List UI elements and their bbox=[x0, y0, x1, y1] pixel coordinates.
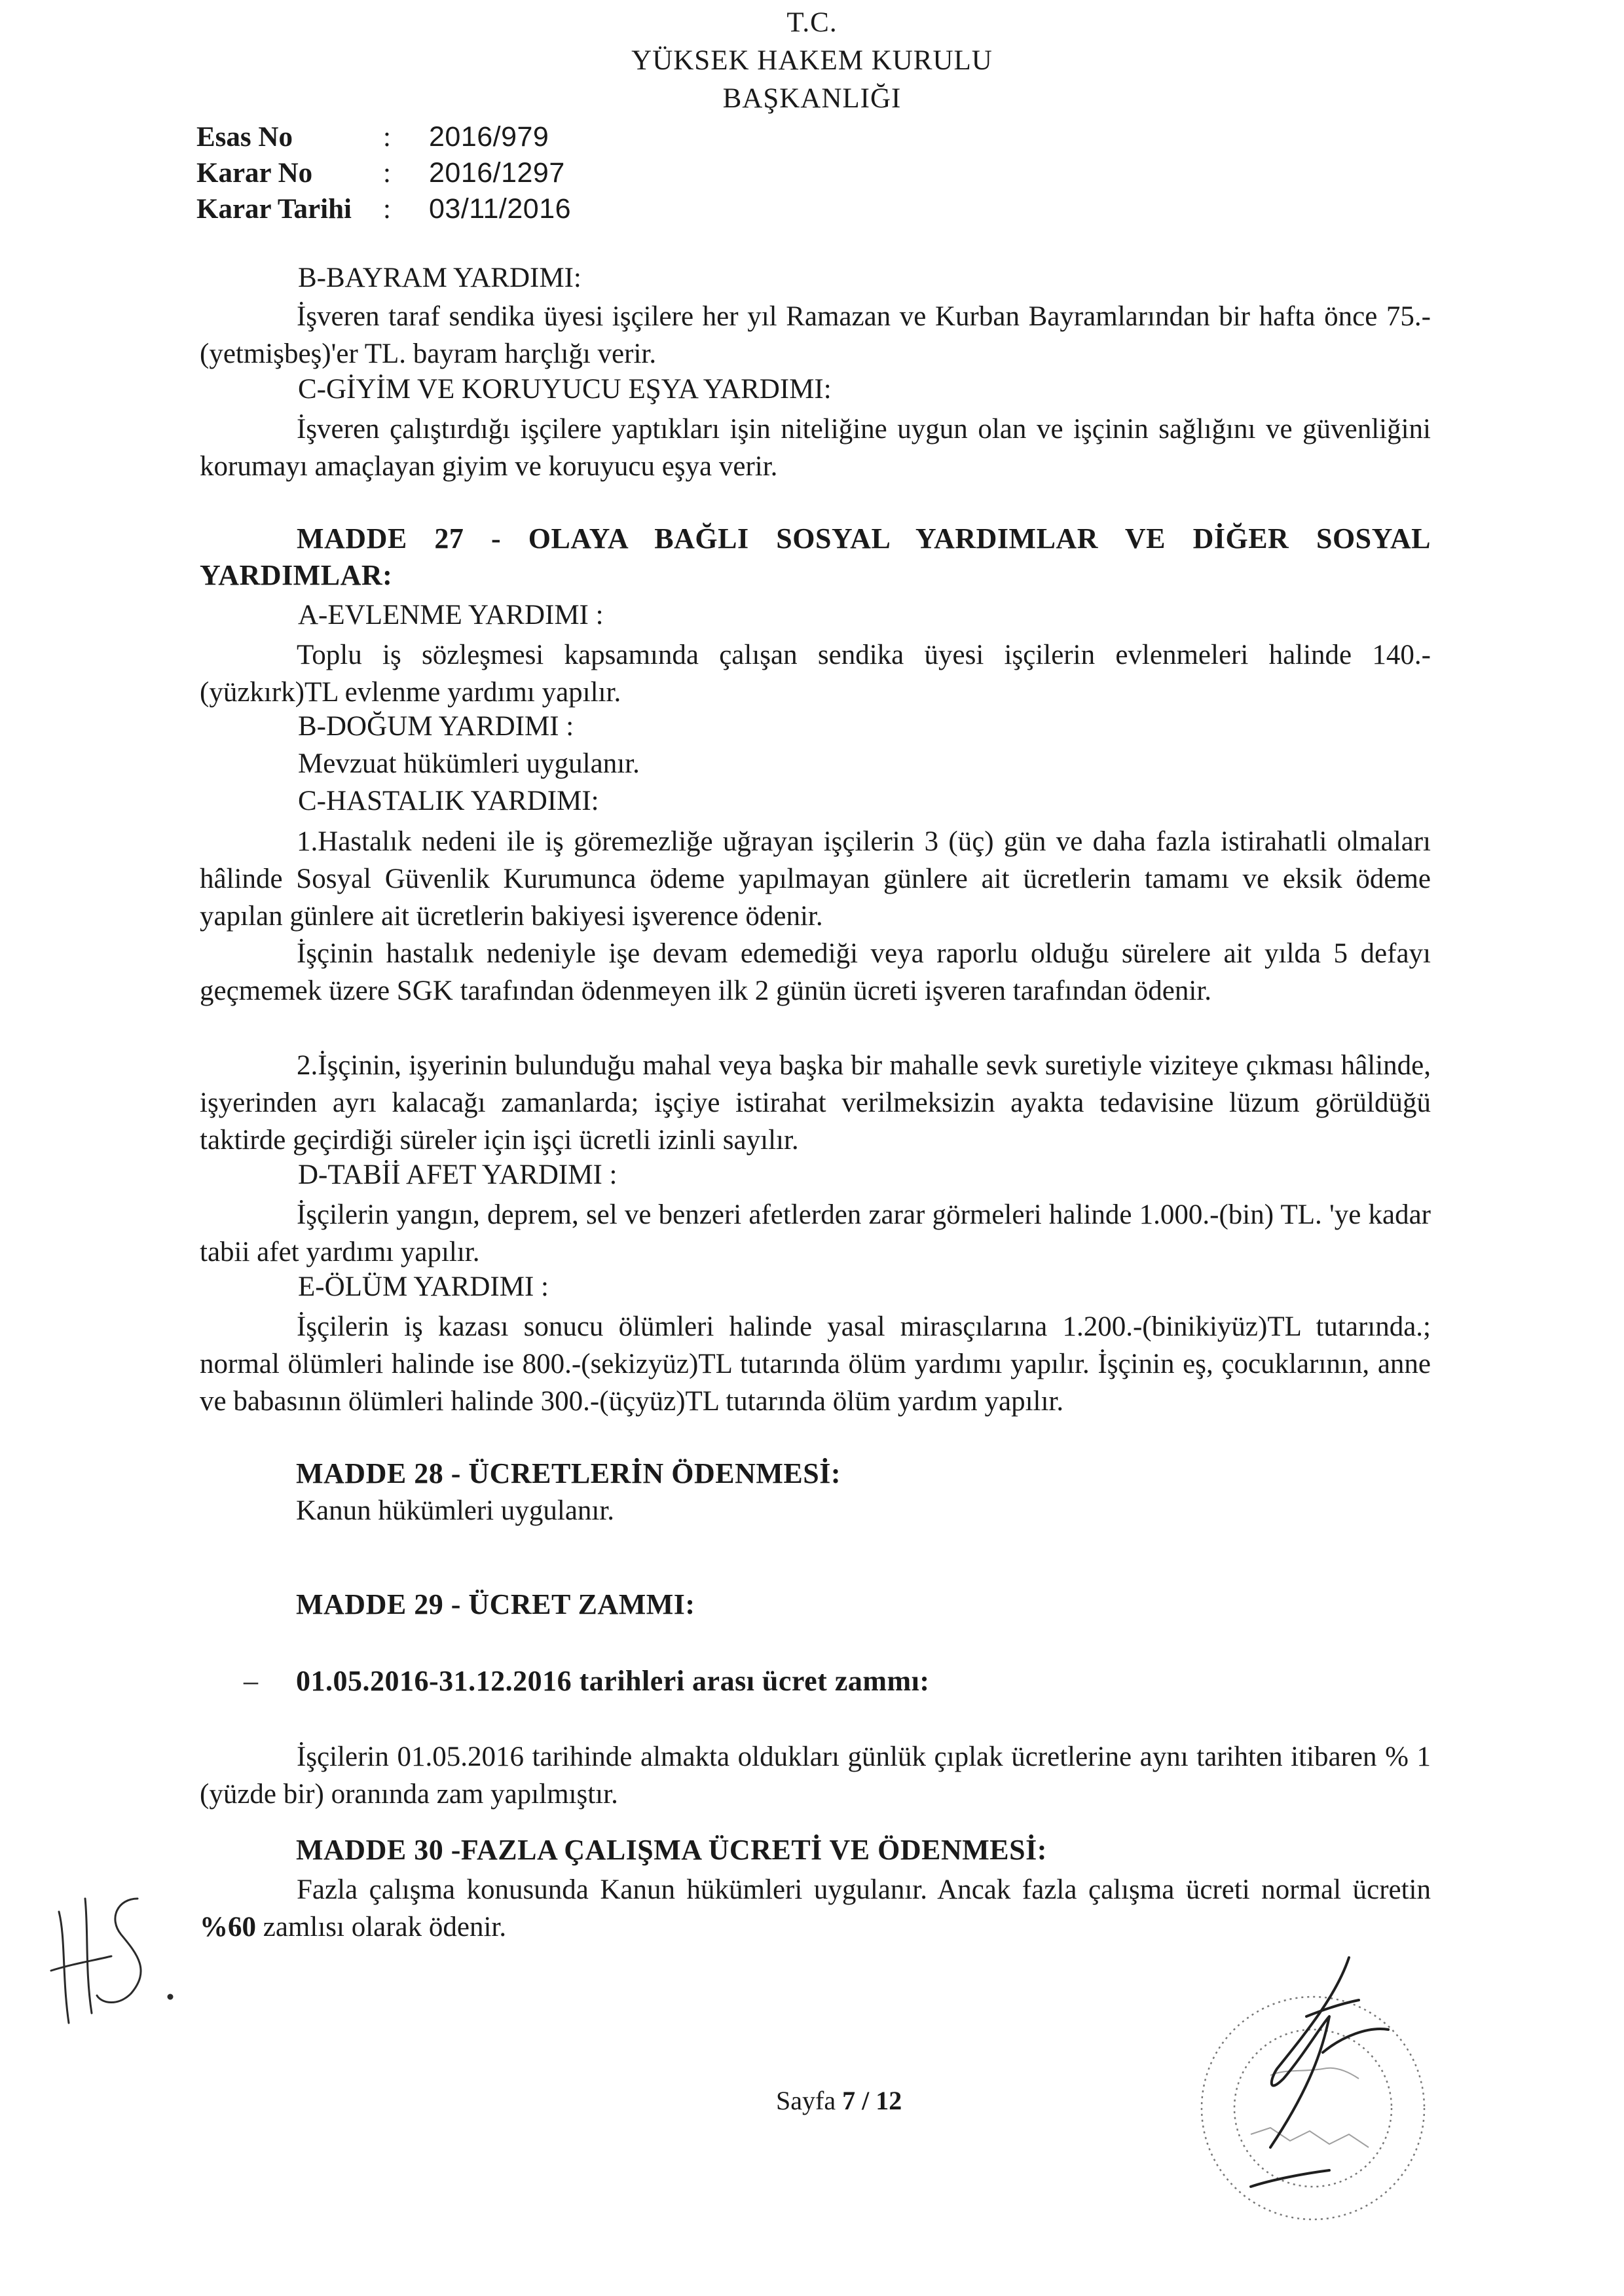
meta-value-karar: 2016/1297 bbox=[429, 157, 565, 189]
article-29-text: İşçilerin 01.05.2016 tarihinde almakta oldukları günlük çıplak ücretlerine aynı tarihten itibaren % 1 (yüzde bir) oranında zam yapılmıştır. bbox=[200, 1741, 1431, 1810]
page-number-total: 12 bbox=[876, 2086, 902, 2115]
header-tc: T.C. bbox=[786, 7, 838, 38]
meta-colon-esas: : bbox=[383, 122, 391, 153]
section-text-hastalik-1: 1.Hastalık nedeni ile iş göremezliğe uğrayan işçilerin 3 (üç) gün ve daha fazla istirahatli olmaları hâlinde Sosyal Güvenlik Kurumunca ödeme yapılmayan günlere ait ücretlerin tamamı ve eksik ödeme yapılan günlere ait ücretlerin bakiyesi işverence ödenir. bbox=[200, 826, 1431, 932]
article-29-title: MADDE 29 - ÜCRET ZAMMI: bbox=[296, 1588, 695, 1620]
section-title-tabii-afet: D-TABİİ AFET YARDIMI : bbox=[298, 1159, 618, 1190]
article-29-bullet: – bbox=[244, 1665, 258, 1697]
section-title-bayram: B-BAYRAM YARDIMI: bbox=[298, 263, 581, 293]
meta-label-karar: Karar No bbox=[196, 158, 313, 189]
signature-seal bbox=[1172, 1938, 1480, 2246]
article-29-subtitle: 01.05.2016-31.12.2016 tarihleri arası ücret zammı: bbox=[296, 1665, 930, 1697]
page-number-current: 7 bbox=[842, 2086, 856, 2115]
article-30-text bbox=[200, 1871, 1431, 1946]
article-30-text-a: Fazla çalışma konusunda Kanun hükümleri uygulanır. Ancak fazla çalışma ücreti normal ücretin bbox=[297, 1874, 1431, 1905]
section-text-hastalik-2: İşçinin hastalık nedeniyle işe devam edemediği veya raporlu olduğu sürelere ait yılda 5 defayı geçmemek üzere SGK tarafından ödenmeyen ilk 2 günün ücreti işveren tarafından ödenir. bbox=[200, 938, 1431, 1006]
page-number bbox=[776, 2085, 902, 2116]
meta-value-esas: 2016/979 bbox=[429, 121, 549, 153]
section-title-evlenme: A-EVLENME YARDIMI : bbox=[298, 600, 604, 630]
article-30-title: MADDE 30 -FAZLA ÇALIŞMA ÜCRETİ VE ÖDENMESİ: bbox=[296, 1834, 1047, 1866]
article-28-text: Kanun hükümleri uygulanır. bbox=[296, 1495, 615, 1526]
article-30-percent: %60 bbox=[200, 1912, 256, 1942]
page-number-sep: / bbox=[855, 2086, 876, 2115]
meta-value-tarih: 03/11/2016 bbox=[429, 193, 572, 225]
article-30-text-c: zamlısı olarak ödenir. bbox=[256, 1912, 507, 1942]
section-text-evlenme: Toplu iş sözleşmesi kapsamında çalışan sendika üyesi işçilerin evlenmeleri halinde 140.-(yüzkırk)TL evlenme yardımı yapılır. bbox=[200, 640, 1431, 708]
section-text-bayram: İşveren taraf sendika üyesi işçilere her yıl Ramazan ve Kurban Bayramlarından bir hafta önce 75.-(yetmişbeş)'er TL. bayram harçlığı verir. bbox=[200, 301, 1431, 369]
meta-colon-tarih: : bbox=[383, 194, 391, 225]
section-title-hastalik: C-HASTALIK YARDIMI: bbox=[298, 786, 599, 816]
header-institution: YÜKSEK HAKEM KURULU bbox=[631, 45, 993, 76]
section-title-dogum: B-DOĞUM YARDIMI : bbox=[298, 711, 574, 742]
section-text-hastalik-3: 2.İşçinin, işyerinin bulunduğu mahal veya başka bir mahalle sevk suretiyle viziteye çıkması hâlinde, işyerinden ayrı kalacağı zamanlarda; işçiye istirahat verilmeksizin ayakta tedavisine lüzum görüldüğü taktirde geçirdiği süreler için işçi ücretli izinli sayılır. bbox=[200, 1050, 1431, 1156]
section-text-giyim: İşveren çalıştırdığı işçilere yaptıkları işin niteliğine uygun olan ve işçinin sağlığını ve güvenliğini korumayı amaçlayan giyim ve koruyucu eşya verir. bbox=[200, 414, 1431, 482]
section-text-dogum: Mevzuat hükümleri uygulanır. bbox=[298, 748, 640, 779]
meta-label-tarih: Karar Tarihi bbox=[196, 194, 352, 225]
handwritten-initials bbox=[39, 1872, 183, 2030]
section-text-tabii-afet: İşçilerin yangın, deprem, sel ve benzeri afetlerden zarar görmeleri halinde 1.000.-(bin) TL. 'ye kadar tabii afet yardımı yapılır. bbox=[200, 1199, 1431, 1267]
section-title-giyim: C-GİYİM VE KORUYUCU EŞYA YARDIMI: bbox=[298, 374, 832, 405]
article-28-title: MADDE 28 - ÜCRETLERİN ÖDENMESİ: bbox=[296, 1457, 841, 1489]
header-presidency: BAŞKANLIĞI bbox=[722, 83, 902, 114]
page-number-prefix: Sayfa bbox=[776, 2086, 843, 2115]
article-27-title: MADDE 27 - OLAYA BAĞLI SOSYAL YARDIMLAR VE DİĞER SOSYAL YARDIMLAR: bbox=[200, 522, 1431, 591]
meta-label-esas: Esas No bbox=[196, 122, 293, 153]
meta-colon-karar: : bbox=[383, 158, 391, 189]
section-text-olum: İşçilerin iş kazası sonucu ölümleri halinde yasal mirasçılarına 1.200.-(binikiyüz)TL tutarında.; normal ölümleri halinde ise 800.-(sekizyüz)TL tutarında ölüm yardımı yapılır. İşçinin eş, çocuklarının, anne ve babasının ölümleri halinde 300.-(üçyüz)TL tutarında ölüm yardım yapılır. bbox=[200, 1311, 1431, 1417]
section-title-olum: E-ÖLÜM YARDIMI : bbox=[298, 1271, 549, 1302]
